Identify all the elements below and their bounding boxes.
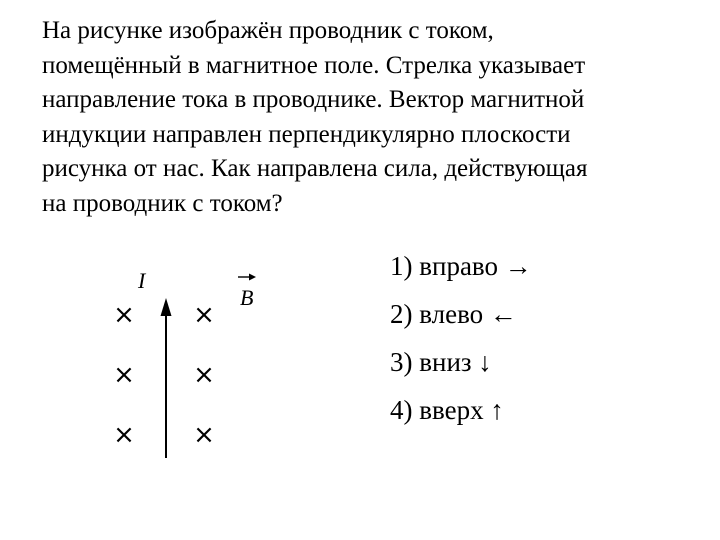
- field-cross: ×: [113, 360, 135, 390]
- magnetic-field-label: [238, 274, 256, 311]
- answer-option-2[interactable]: 2) влево ←: [390, 299, 517, 329]
- question-line: рисунка от нас. Как направлена сила, действующая: [42, 155, 588, 182]
- vector-arrowhead: [249, 274, 256, 281]
- question-text: [42, 14, 702, 221]
- conductor-figure: [100, 260, 300, 470]
- field-label: B: [240, 285, 254, 310]
- question-line: на проводник с током?: [42, 189, 283, 217]
- answer-option-4[interactable]: 4) вверх ↑: [390, 395, 504, 425]
- question-line: помещённый в магнитное поле. Стрелка указывает: [42, 51, 586, 79]
- question-line: направление тока в проводнике. Вектор магнитной: [42, 86, 585, 113]
- answer-option-3[interactable]: 3) вниз ↓: [390, 347, 492, 377]
- field-cross: ×: [113, 300, 135, 330]
- current-label: I: [138, 268, 146, 293]
- answer-options: [390, 242, 532, 434]
- field-cross: ×: [193, 300, 215, 330]
- field-cross: ×: [193, 420, 215, 450]
- answer-option-1[interactable]: 1) вправо →: [390, 251, 532, 281]
- question-line: На рисунке изображён проводник с током,: [42, 17, 494, 44]
- field-cross: ×: [113, 420, 135, 450]
- question-line: индукции направлен перпендикулярно плоскости: [42, 120, 571, 148]
- current-arrowhead: [161, 298, 172, 316]
- field-cross: ×: [193, 360, 215, 390]
